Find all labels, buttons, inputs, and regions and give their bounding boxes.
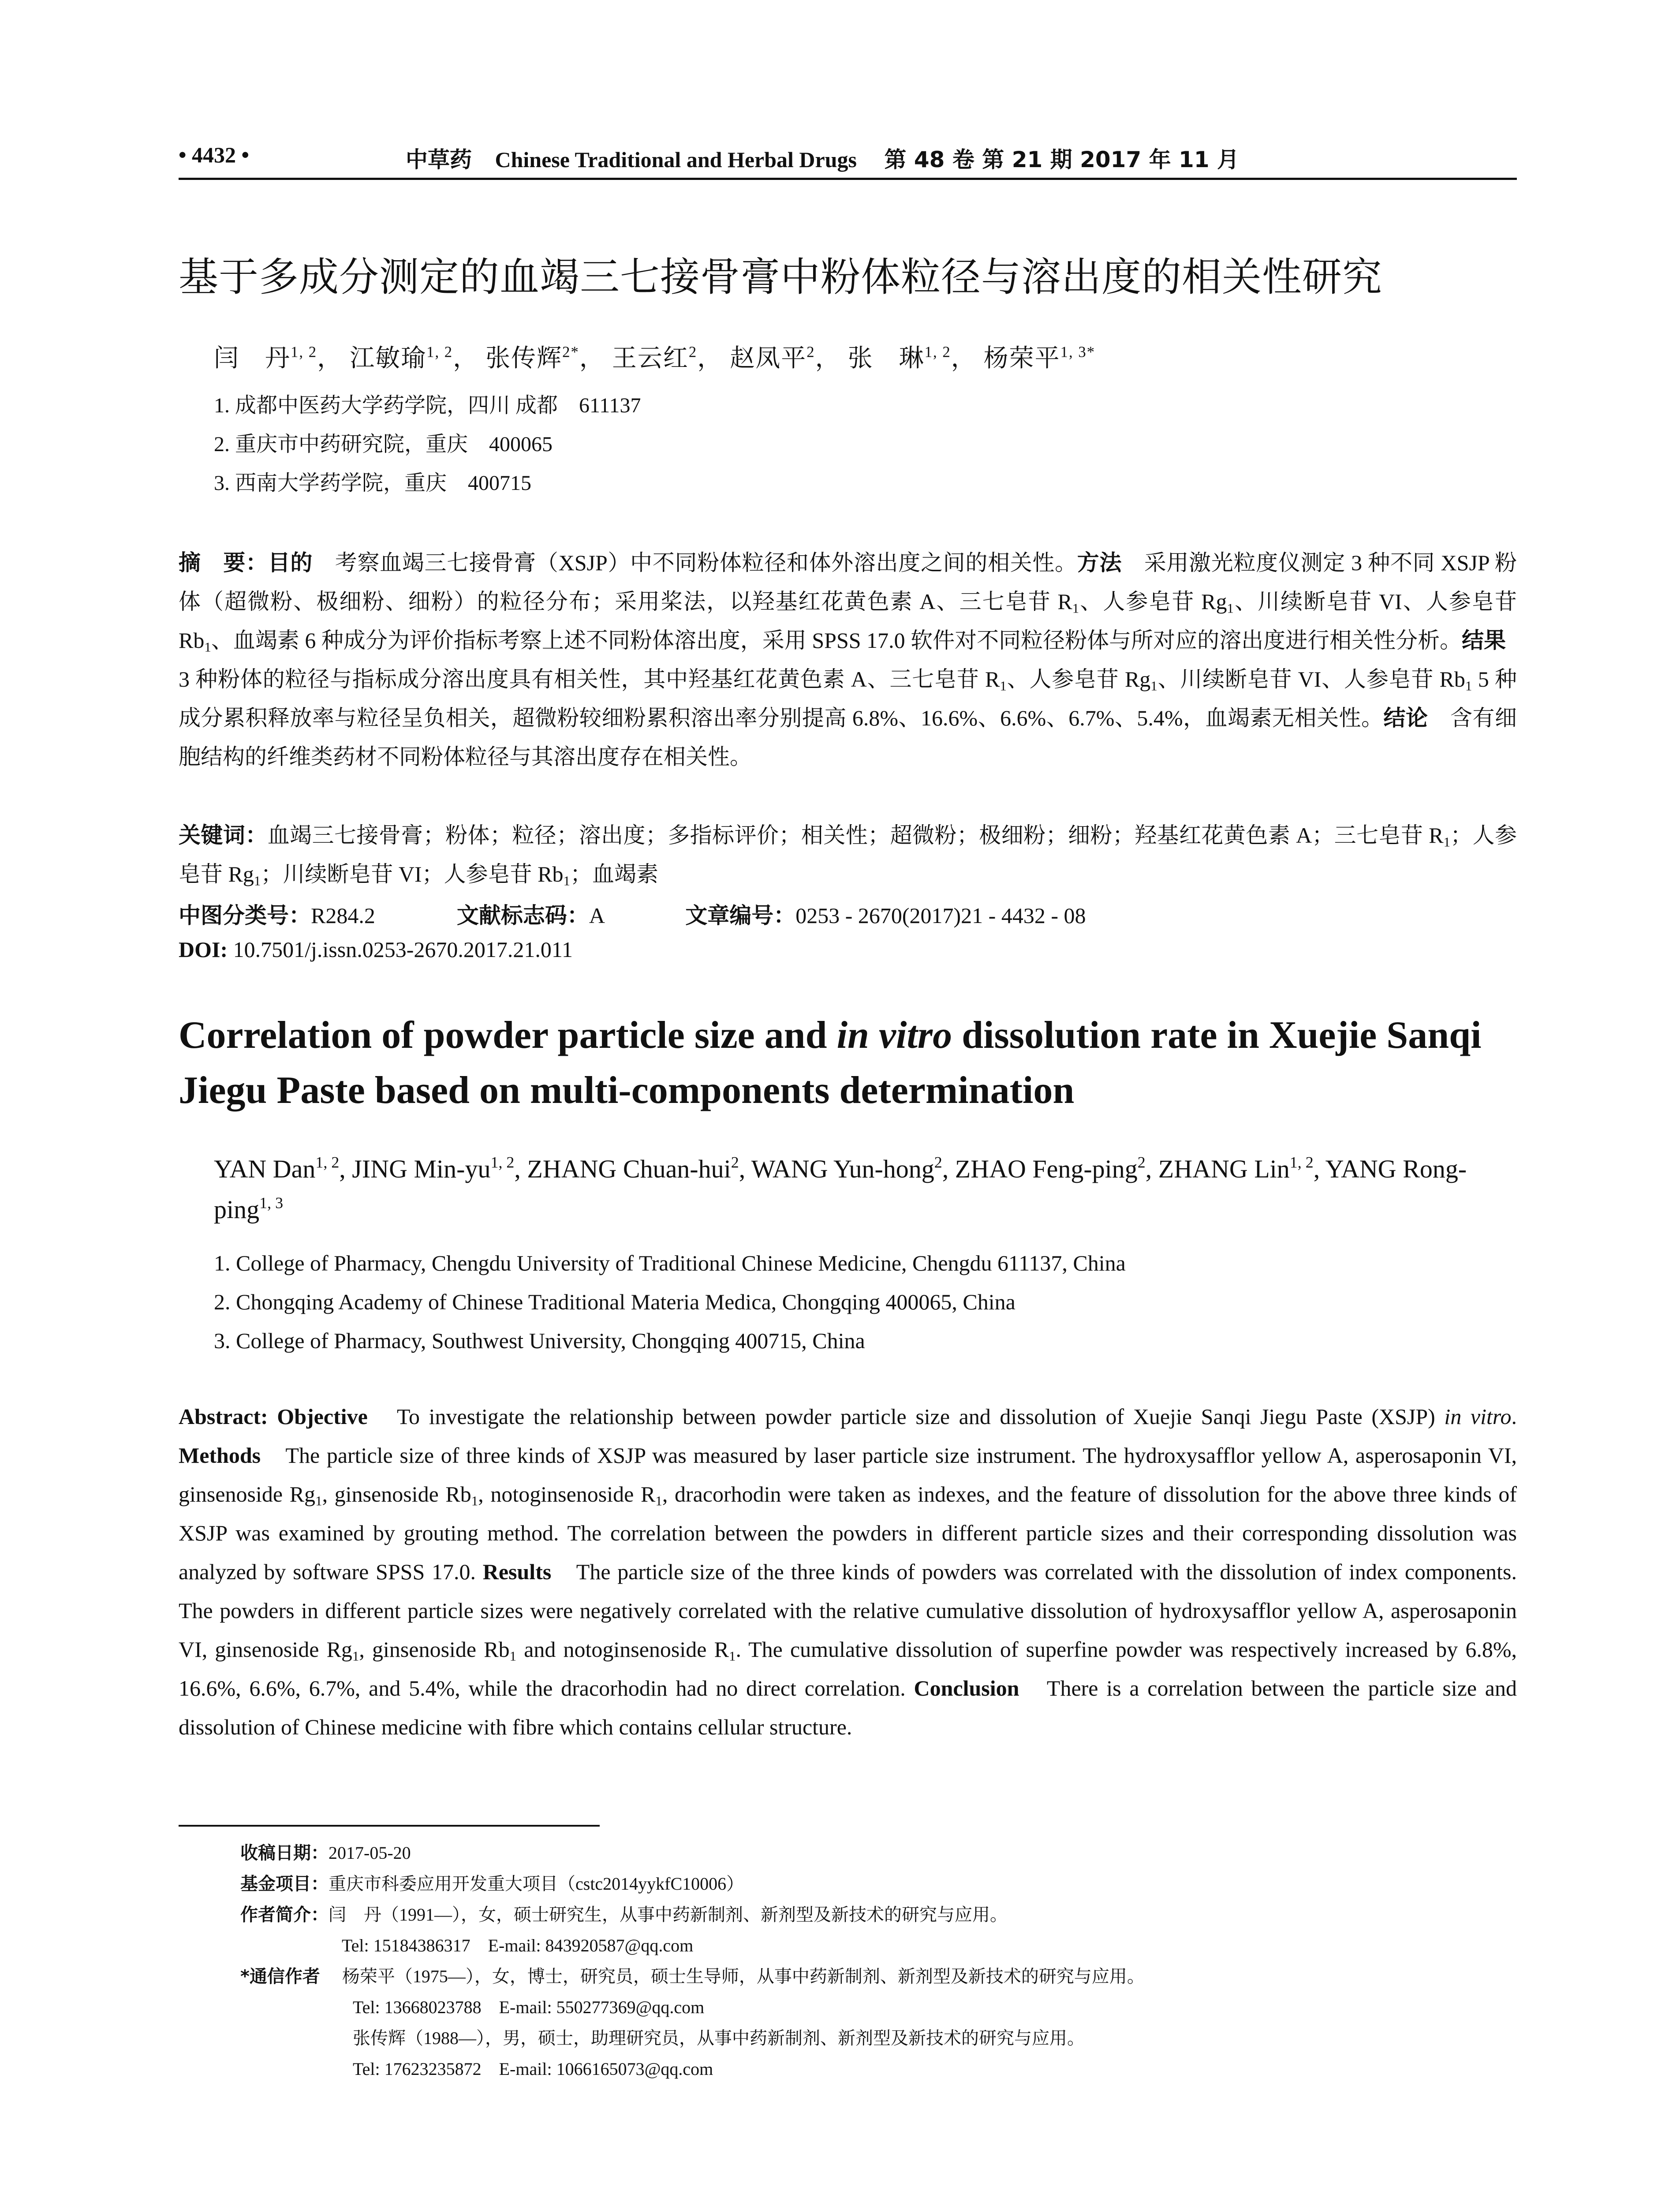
clc-label: 中图分类号：	[179, 903, 311, 928]
affiliation-en: 3. College of Pharmacy, Southwest University, Chongqing 400715, China	[214, 1328, 865, 1353]
methods-en-text: The particle size of three kinds of XSJP was measured by laser particle size instrument. The hydroxysafflor yellow A, asperosaponin VI, ginsenoside Rg	[179, 1443, 1517, 1506]
clc-value: R284.2	[311, 903, 375, 928]
affiliation-cn: 2. 重庆市中药研究院，重庆 400065	[214, 433, 553, 456]
footnote-author	[240, 1901, 1008, 1926]
title-en-part: Correlation of powder particle size and	[179, 1014, 837, 1057]
abstract-cn	[179, 543, 1528, 776]
subscript: 1	[728, 1648, 736, 1664]
results-en-text: . The cumulative dissolution of superfine powder was respectively increased by 6.8%, 16.6%, 6.6%, 6.7%, and 5.4%, while the dracorhodin had no direct correlation.	[179, 1637, 1517, 1700]
subscript: 1	[254, 873, 261, 889]
conclusion-en-label: Conclusion	[914, 1676, 1019, 1700]
title-cn: 基于多成分测定的血竭三七接骨膏中粉体粒径与溶出度的相关性研究	[179, 254, 1382, 300]
methods-en-text: , dracorhodin were taken as indexes, and the feature of dissolution for the above three kinds of XSJP was examined by grouting method. The correlation between the powders in different particle sizes and their corresponding dissolution was analyzed by software SPSS 17.0.	[179, 1482, 1517, 1584]
results-cn-label: 结果	[1462, 628, 1506, 653]
author-cn-affil: 2	[688, 343, 698, 361]
footnote-rule	[179, 1825, 600, 1827]
author-en: ZHAO Feng-ping	[955, 1155, 1138, 1183]
keywords-cn-text: 血竭三七接骨膏；粉体；粒径；溶出度；多指标评价；相关性；超微粉；极细粉；细粉；羟基红花黄色素 A；三七皂苷 R	[267, 823, 1444, 848]
author-contact: Tel: 15184386317 E-mail: 843920587@qq.com	[342, 1936, 694, 1955]
methods-en-text: , notoginsenoside R	[478, 1482, 656, 1506]
author-en: JING Min-yu	[352, 1155, 491, 1183]
author-bio: 闫 丹（1991—），女，硕士研究生，从事中药新制剂、新剂型及新技术的研究与应用。	[329, 1905, 1008, 1925]
abstract-cn-label: 摘 要：	[179, 550, 268, 576]
received-value: 2017-05-20	[329, 1843, 411, 1863]
results-cn-text: 、人参皂苷 Rg	[1006, 667, 1151, 691]
methods-cn-text: 、人参皂苷 Rg	[1079, 589, 1227, 614]
subscript: 1	[1000, 678, 1007, 694]
author-bio-label: 作者简介：	[240, 1905, 329, 1925]
author-cn: 闫 丹	[214, 345, 291, 372]
authors-cn: 闫 丹$^{1, 2}$， 江敏瑜$^{1, 2}$， 张传辉$^{2*}$， 王云红$^2$， 赵凤平$^2$， 张 琳$^{1, 2}$， 杨荣平$^{1, 3*}$	[214, 343, 1096, 372]
title-en-italic: in vitro	[836, 1014, 952, 1057]
affiliation-en: 2. Chongqing Academy of Chinese Traditional Materia Medica, Chongqing 400065, China	[214, 1289, 1015, 1314]
subscript: 1	[204, 639, 211, 655]
methods-cn-label: 方法	[1077, 550, 1122, 576]
page-number: • 4432 •	[179, 142, 250, 167]
subscript: 1	[352, 1648, 359, 1664]
methods-cn-text: 采用激光粒度仪测定 3 种不同 XSJP 粉体（超微粉、极细粉、细粉）的粒径分布；采用桨法，以羟基红花黄色素 A、三七皂苷 R	[179, 550, 1517, 614]
author-en-affil: 1, 2	[315, 1153, 340, 1171]
author-cn-affil: 1, 2	[426, 343, 453, 361]
subscript: 1	[1227, 600, 1234, 616]
author-en-affil: 1, 3	[259, 1194, 284, 1212]
results-cn-text: 3 种粉体的粒径与指标成分溶出度具有相关性，其中羟基红花黄色素 A、三七皂苷 R	[179, 628, 1528, 691]
results-cn-text: 、川续断皂苷 VI、人参皂苷 Rb	[1157, 667, 1465, 691]
author-cn: 杨荣平	[983, 345, 1060, 372]
author-cn-affil: 1, 3*	[1060, 343, 1096, 361]
results-en-text: , ginsenoside Rb	[359, 1637, 510, 1662]
conclusion-en-text: There is a correlation between the particle size and dissolution of Chinese medicine with fibre which contains cellular structure.	[179, 1676, 1517, 1739]
objective-en-text: To investigate the relationship between powder particle size and dissolution of Xuejie Sanqi Jiegu Paste (XSJP)	[367, 1404, 1445, 1429]
author-cn-affil: 1, 2	[924, 343, 951, 361]
subscript: 1	[509, 1648, 517, 1664]
author-en: YANG Rong-ping	[214, 1155, 1467, 1224]
affiliation-cn: 3. 西南大学药学院，重庆 400715	[214, 471, 532, 495]
journal-name-cn: 中草药	[406, 146, 472, 172]
fund-label: 基金项目：	[240, 1874, 329, 1894]
author-en: ZHANG Chuan-hui	[527, 1155, 731, 1183]
fund-value: 重庆市科委应用开发重大项目（cstc2014yykfC10006）	[329, 1874, 744, 1894]
results-en-text: and notoginsenoside R	[516, 1637, 729, 1662]
results-cn-text: 5 种成分累积释放率与粒径呈负相关，超微粉较细粉累积溶出率分别提高 6.8%、16.6%、6.6%、6.7%、5.4%，血竭素无相关性。	[179, 667, 1517, 730]
article-number-label: 文章编号：	[685, 903, 796, 928]
conclusion-cn-label: 结论	[1383, 705, 1428, 731]
conclusion-cn-text: 含有细胞结构的纤维类药材不同粉体粒径与其溶出度存在相关性。	[179, 706, 1517, 769]
subscript: 1	[1072, 600, 1079, 616]
objective-en-italic: in vitro	[1444, 1404, 1512, 1429]
author-en-affil: 1, 2	[490, 1153, 515, 1171]
methods-cn-text: 、川续断皂苷 VI、人参皂苷 Rb	[179, 589, 1517, 653]
footnote-received	[240, 1839, 411, 1864]
classification-line	[179, 898, 1086, 930]
author-cn-affil: 2*	[562, 343, 579, 361]
author-en-affil: 2	[731, 1153, 739, 1171]
author-cn: 江敏瑜	[350, 345, 427, 372]
subscript: 1	[1465, 678, 1472, 694]
author-en-affil: 2	[1137, 1153, 1146, 1171]
doc-code-label: 文献标志码：	[456, 903, 589, 928]
authors-en: YAN Dan$^{1, 2}$, JING Min-yu$^{1, 2}$, ZHANG Chuan-hui$^2$, WANG Yun-hong$^2$, ZHAO Feng-ping$^2$, ZHANG Lin$^{1, 2}$, YANG Rong-ping$^{1, 3}$	[214, 1153, 1467, 1224]
corresponding-contact: Tel: 13668023788 E-mail: 550277369@qq.com	[353, 1997, 705, 2017]
affiliation-en: 1. College of Pharmacy, Chengdu University of Traditional Chinese Medicine, Chengdu 611137, China	[214, 1251, 1126, 1275]
author-en-affil: 1, 2	[1289, 1153, 1314, 1171]
subscript: 1	[315, 1493, 322, 1509]
footnote-fund	[240, 1870, 744, 1895]
keywords-cn-text: ；人参皂苷 Rg	[179, 823, 1517, 886]
author-en: YAN Dan	[214, 1155, 316, 1183]
subscript: 1	[471, 1493, 478, 1509]
doi-line	[179, 937, 573, 962]
abstract-en-label: Abstract: Objective	[179, 1404, 368, 1429]
article-number-value: 0253 - 2670(2017)21 - 4432 - 08	[795, 903, 1086, 928]
author-cn: 张传辉	[485, 345, 563, 372]
corresponding-contact: Tel: 17623235872 E-mail: 1066165073@qq.com	[353, 2059, 713, 2079]
keywords-cn	[179, 816, 1517, 893]
subscript: 1	[655, 1493, 662, 1509]
subscript: 1	[563, 873, 570, 889]
author-cn-affil: 2	[806, 343, 815, 361]
objective-en-end: .	[1511, 1404, 1517, 1429]
doc-code-value: A	[589, 903, 604, 928]
author-cn: 张 琳	[847, 345, 925, 372]
journal-issue: 第 48 卷 第 21 期 2017 年 11 月	[884, 147, 1239, 172]
author-en: WANG Yun-hong	[751, 1155, 934, 1183]
author-en-affil: 2	[934, 1153, 942, 1171]
title-en	[179, 1008, 1546, 1118]
corresponding-label: *通信作者	[240, 1966, 320, 1987]
footnote-corresponding	[240, 1962, 1145, 1988]
author-en: ZHANG Lin	[1158, 1155, 1290, 1183]
author-cn: 赵凤平	[730, 345, 807, 372]
methods-cn-text: 、血竭素 6 种成分为评价指标考察上述不同粉体溶出度，采用 SPSS 17.0 软件对不同粒径粉体与所对应的溶出度进行相关性分析。	[211, 628, 1462, 653]
affiliation-cn: 1. 成都中医药大学药学院，四川 成都 611137	[214, 394, 641, 417]
doi-value: 10.7501/j.issn.0253-2670.2017.21.011	[233, 937, 573, 962]
author-cn-affil: 1, 2	[291, 343, 317, 361]
corresponding-bio: 杨荣平（1975—），女，博士，研究员，硕士生导师，从事中药新制剂、新剂型及新技术的研究与应用。	[342, 1966, 1145, 1986]
keywords-cn-label: 关键词：	[179, 822, 268, 848]
header-rule	[179, 178, 1517, 180]
title-en-part: dissolution rate in Xuejie Sanqi Jiegu Paste based on multi-components determination	[179, 1014, 1482, 1112]
objective-cn-label: 目的	[268, 550, 313, 576]
subscript: 1	[1150, 678, 1157, 694]
methods-en-text: , ginsenoside Rb	[322, 1482, 471, 1506]
doi-label: DOI:	[179, 937, 228, 962]
keywords-cn-text: ；川续断皂苷 VI；人参皂苷 Rb	[261, 862, 564, 886]
abstract-en	[179, 1397, 1517, 1746]
objective-cn-text: 考察血竭三七接骨膏（XSJP）中不同粉体粒径和体外溶出度之间的相关性。	[313, 550, 1077, 575]
keywords-cn-text: ；血竭素	[570, 862, 658, 886]
corresponding-bio: 张传辉（1988—），男，硕士，助理研究员，从事中药新制剂、新剂型及新技术的研究与应用。	[353, 2028, 1085, 2048]
journal-header	[406, 142, 1239, 174]
author-cn: 王云红	[612, 345, 689, 372]
methods-en-label: Methods	[179, 1443, 261, 1468]
results-en-label: Results	[482, 1559, 552, 1584]
received-label: 收稿日期：	[240, 1843, 329, 1863]
subscript: 1	[1443, 834, 1451, 850]
journal-name-en: Chinese Traditional and Herbal Drugs	[495, 147, 857, 172]
results-en-text: The particle size of the three kinds of powders was correlated with the dissolution of index components. The powders in different particle sizes were negatively correlated with the relative cumulative dissolution of hydroxysafflor yellow A, asperosaponin VI, ginsenoside Rg	[179, 1559, 1517, 1662]
